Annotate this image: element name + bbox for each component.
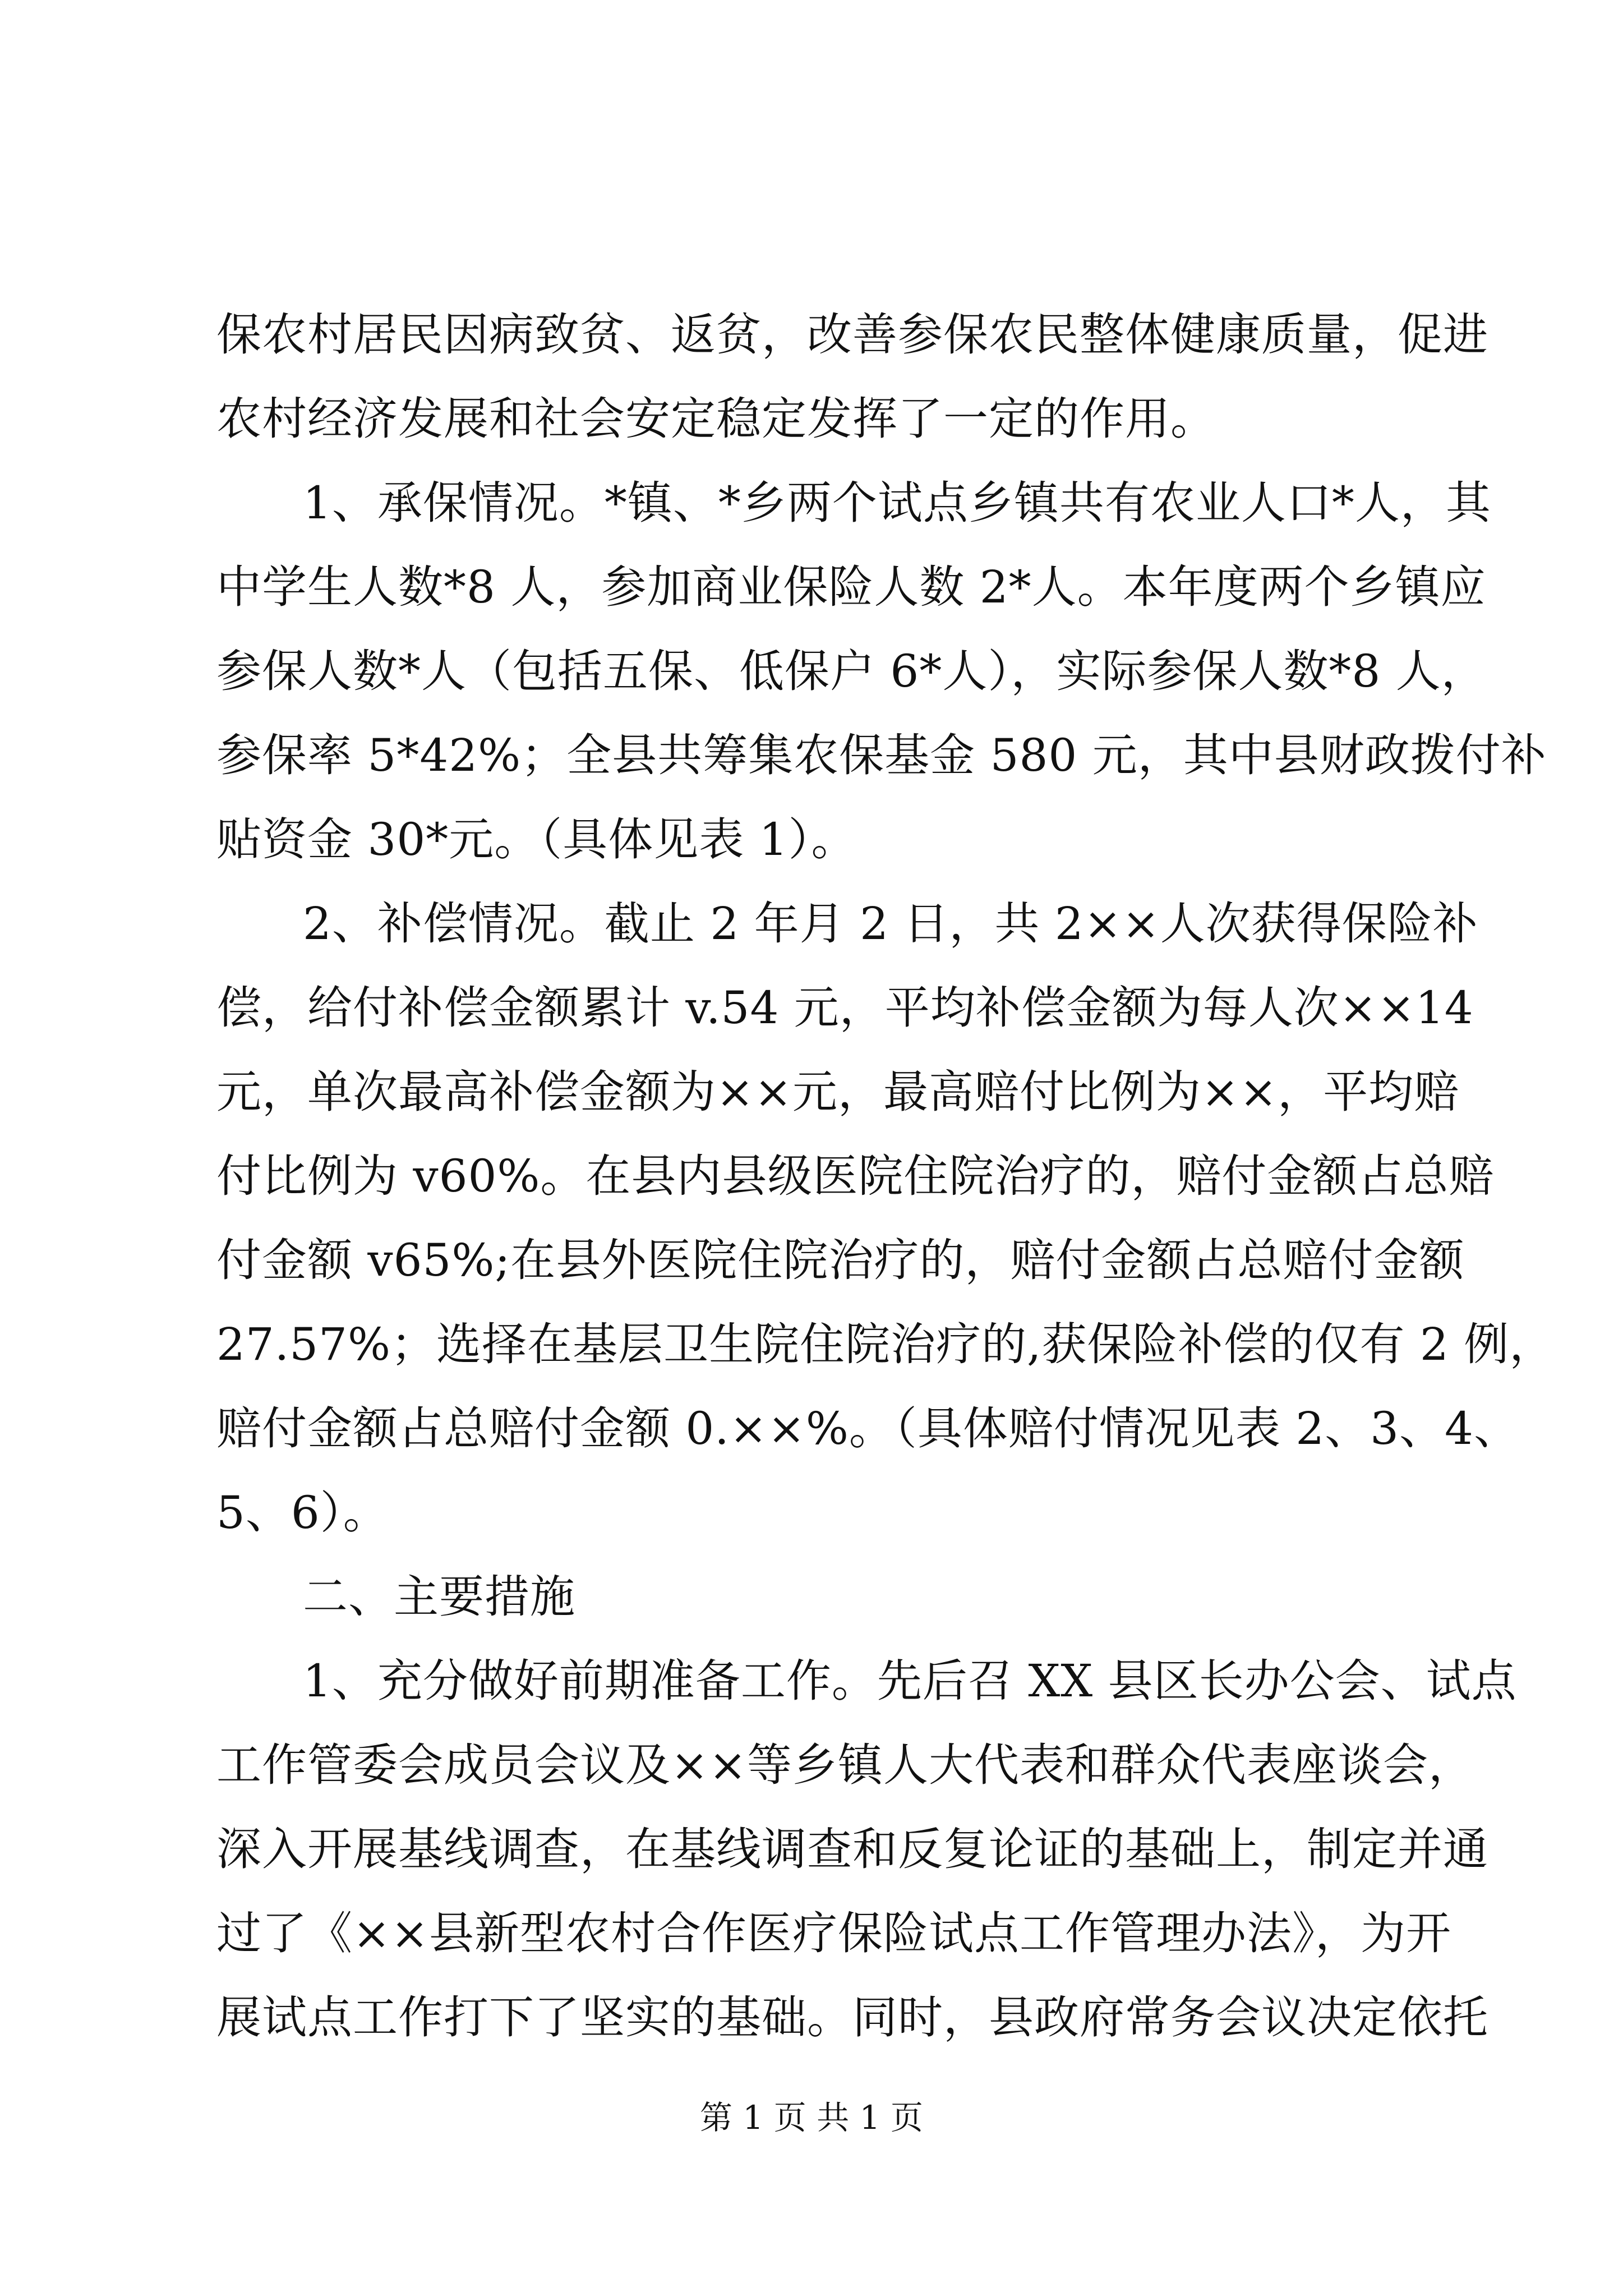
paragraph-preparation-start: 1、充分做好前期准备工作。先后召 XX 县区长办公会、试点 (303, 1655, 1517, 1707)
section-heading: 二、主要措施 (303, 1571, 575, 1623)
body-text-line: 过了《××县新型农村合作医疗保险试点工作管理办法》，为开 (216, 1907, 1452, 1959)
body-text-line: 展试点工作打下了坚实的基础。同时，县政府常务会议决定依托 (216, 1991, 1488, 2044)
body-text-line: 贴资金 30*元。（具体见表 1）。 (216, 813, 857, 866)
body-text-line: 农村经济发展和社会安定稳定发挥了一定的作用。 (216, 393, 1216, 445)
body-text-line: 参保人数*人（包括五保、低保户 6*人），实际参保人数*8 人， (216, 645, 1487, 697)
body-text-line: 中学生人数*8 人，参加商业保险人数 2*人。本年度两个乡镇应 (216, 561, 1486, 613)
body-text-line: 工作管委会成员会议及××等乡镇人大代表和群众代表座谈会， (216, 1739, 1474, 1791)
page-number-footer: 第 1 页 共 1 页 (700, 2099, 923, 2137)
body-text-line: 赔付金额占总赔付金额 0.××%。（具体赔付情况见表 2、3、4、 (216, 1402, 1519, 1455)
body-text-line: 元，单次最高补偿金额为××元，最高赔付比例为××，平均赔 (216, 1066, 1460, 1118)
body-text-line: 付金额 v65%;在县外医院住院治疗的，赔付金额占总赔付金额 (216, 1234, 1465, 1286)
body-text-line: 付比例为 v60%。在县内县级医院住院治疗的，赔付金额占总赔 (216, 1150, 1495, 1202)
body-text-line: 27.57%；选择在基层卫生院住院治疗的,获保险补偿的仅有 2 例， (216, 1318, 1555, 1370)
body-text-line: 深入开展基线调查，在基线调查和反复论证的基础上，制定并通 (216, 1823, 1488, 1875)
body-text-line: 5、6）。 (216, 1487, 389, 1539)
paragraph-compensation-start: 2、补偿情况。截止 2 年月 2 日，共 2××人次获得保险补 (303, 898, 1478, 950)
paragraph-coverage-start: 1、承保情况。*镇、*乡两个试点乡镇共有农业人口*人，其 (303, 477, 1491, 529)
body-text-line: 参保率 5*42%；全县共筹集农保基金 580 元，其中县财政拨付补 (216, 729, 1547, 781)
body-text-line: 保农村居民因病致贫、返贫，改善参保农民整体健康质量，促进 (216, 309, 1488, 361)
body-text-line: 偿，给付补偿金额累计 v.54 元，平均补偿金额为每人次××14 (216, 982, 1474, 1034)
